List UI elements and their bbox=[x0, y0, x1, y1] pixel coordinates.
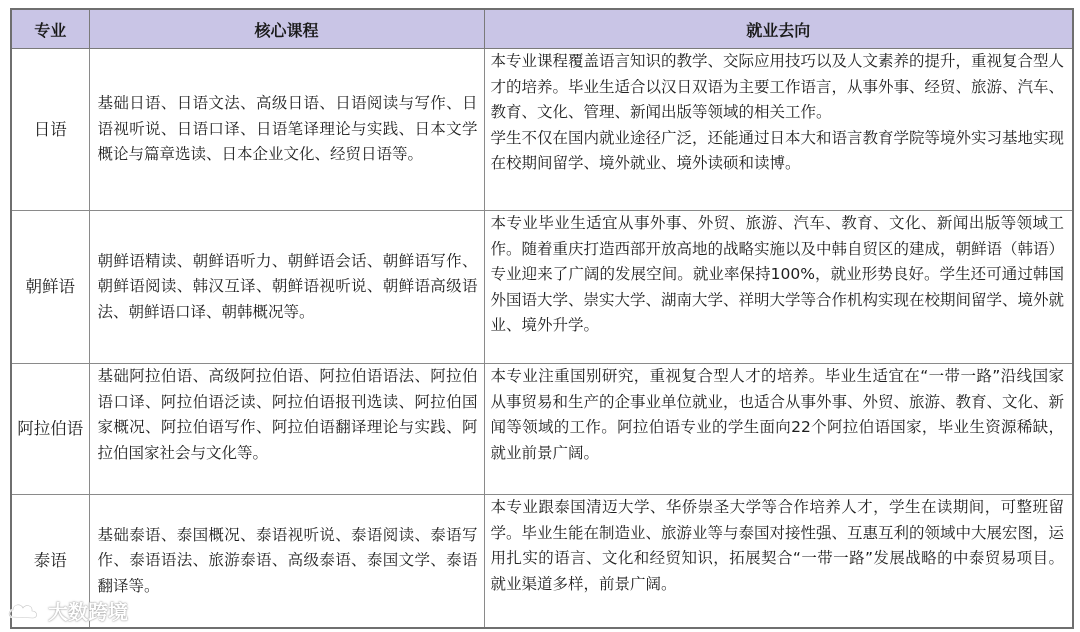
career-paragraph: 本专业课程覆盖语言知识的教学、交际应用技巧以及人文素养的提升，重视复合型人才的培养。毕业生适合以汉日双语为主要工作语言，从事外事、经贸、旅游、汽车、教育、文化、管理、新闻出版等领域的相关工作。 bbox=[490, 52, 1065, 122]
courses-cell bbox=[89, 49, 484, 211]
header-core-courses: 核心课程 bbox=[89, 9, 484, 49]
career-cell bbox=[484, 495, 1073, 629]
courses-text: 朝鲜语精读、朝鲜语听力、朝鲜语会话、朝鲜语写作、朝鲜语阅读、韩汉互译、朝鲜语视听说、朝鲜语高级语法、朝鲜语口译、朝韩概况等。 bbox=[97, 251, 478, 321]
watermark-text: 大数跨境 bbox=[48, 600, 128, 624]
majors-table bbox=[10, 8, 1074, 629]
major-cell: 泰语 bbox=[11, 495, 89, 629]
courses-cell bbox=[89, 495, 484, 629]
header-major: 专业 bbox=[11, 9, 89, 49]
career-cell bbox=[484, 364, 1073, 495]
career-cell bbox=[484, 49, 1073, 211]
career-paragraph: 本专业毕业生适宜从事外事、外贸、旅游、汽车、教育、文化、新闻出版等领域工作。随着重庆打造西部开放高地的战略实施以及中韩自贸区的建成，朝鲜语（韩语）专业迎来了广阔的发展空间。就业率保持100%，就业形势良好。学生还可通过韩国外国语大学、崇实大学、湖南大学、祥明大学等合作机构实现在校期间留学、境外就业、境外升学。 bbox=[490, 214, 1065, 335]
courses-text: 基础阿拉伯语、高级阿拉伯语、阿拉伯语语法、阿拉伯语口译、阿拉伯语泛读、阿拉伯语报刊选读、阿拉伯国家概况、阿拉伯语写作、阿拉伯语翻译理论与实践、阿拉伯国家社会与文化等。 bbox=[97, 367, 478, 462]
career-paragraph: 学生不仅在国内就业途径广泛，还能通过日本大和语言教育学院等境外实习基地实现在校期间留学、境外就业、境外读硕和读博。 bbox=[490, 128, 1065, 173]
table-header-row bbox=[11, 9, 1073, 49]
cloud-logo-icon bbox=[6, 599, 42, 623]
courses-cell bbox=[89, 364, 484, 495]
career-paragraph: 本专业注重国别研究，重视复合型人才的培养。毕业生适宜在“一带一路”沿线国家从事贸易和生产的企事业单位就业，也适合从事外事、外贸、旅游、教育、文化、新闻等领域的工作。阿拉伯语专业的学生面向22个阿拉伯语国家，毕业生资源稀缺，就业前景广阔。 bbox=[490, 367, 1065, 462]
table-row bbox=[11, 364, 1073, 495]
courses-text: 基础日语、日语文法、高级日语、日语阅读与写作、日语视听说、日语口译、日语笔译理论与实践、日本文学概论与篇章选读、日本企业文化、经贸日语等。 bbox=[97, 94, 478, 164]
watermark bbox=[6, 596, 128, 625]
major-cell: 日语 bbox=[11, 49, 89, 211]
table-row bbox=[11, 495, 1073, 629]
courses-text: 基础泰语、泰国概况、泰语视听说、泰语阅读、泰语写作、泰语语法、旅游泰语、高级泰语、泰国文学、泰语翻译等。 bbox=[97, 525, 478, 595]
career-cell bbox=[484, 211, 1073, 364]
career-paragraph: 本专业跟泰国清迈大学、华侨崇圣大学等合作培养人才，学生在读期间，可整班留学。毕业生能在制造业、旅游业等与泰国对接性强、互惠互利的领域中大展宏图，运用扎实的语言、文化和经贸知识，拓展契合“一带一路”发展战略的中泰贸易项目。就业渠道多样，前景广阔。 bbox=[490, 498, 1065, 593]
table-row bbox=[11, 211, 1073, 364]
major-cell: 阿拉伯语 bbox=[11, 364, 89, 495]
header-career: 就业去向 bbox=[484, 9, 1073, 49]
courses-cell bbox=[89, 211, 484, 364]
major-cell: 朝鲜语 bbox=[11, 211, 89, 364]
table-row bbox=[11, 49, 1073, 211]
majors-table-wrapper bbox=[10, 8, 1072, 629]
